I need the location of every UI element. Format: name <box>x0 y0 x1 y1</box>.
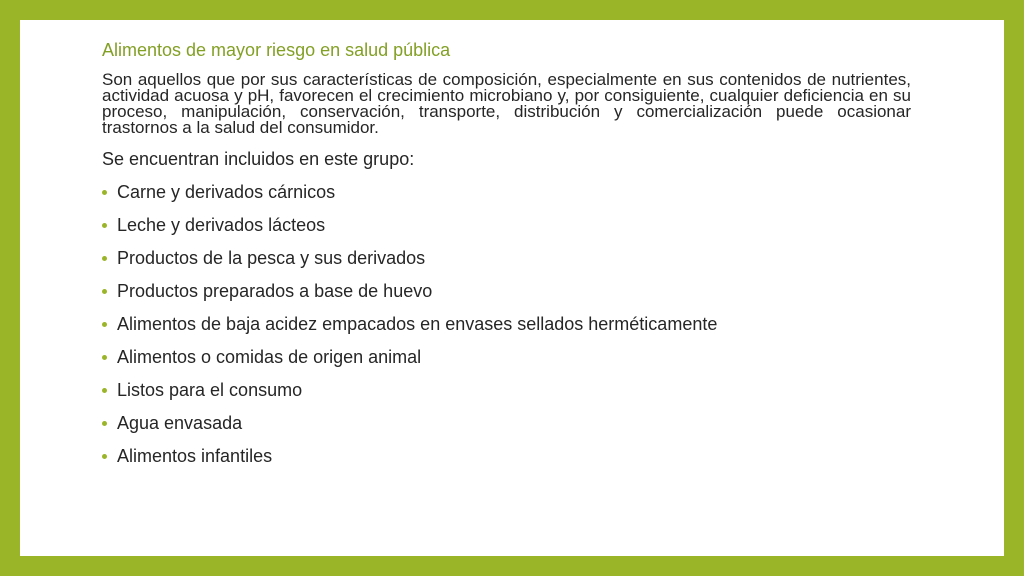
slide-canvas <box>20 20 1004 556</box>
bullet-icon <box>102 421 107 426</box>
list-item-label: Alimentos infantiles <box>117 446 273 466</box>
list-item-label: Listos para el consumo <box>117 380 303 400</box>
list-item <box>102 445 911 467</box>
bullet-icon <box>102 322 107 327</box>
list-item-label: Agua envasada <box>117 413 243 433</box>
list-item <box>102 346 911 368</box>
slide-title: Alimentos de mayor riesgo en salud pública <box>102 40 451 60</box>
list-item <box>102 280 911 302</box>
list-item-label: Alimentos de baja acidez empacados en envases sellados herméticamente <box>117 314 718 334</box>
list-item-label: Productos de la pesca y sus derivados <box>117 248 426 268</box>
bullet-icon <box>102 388 107 393</box>
list-item <box>102 313 911 335</box>
slide-content <box>102 38 911 478</box>
definition-paragraph: Son aquellos que por sus características de composición, especialmente en sus contenidos de nutrientes, actividad acuosa y pH, favorecen el crecimiento microbiano y, por consiguiente, cualquier deficiencia en su proceso, manipulación, conservación, transporte, distribución y comercialización puede ocasionar trastornos a la salud del consumidor. <box>102 70 911 137</box>
bullet-icon <box>102 454 107 459</box>
list-item <box>102 379 911 401</box>
list-item-label: Carne y derivados cárnicos <box>117 182 336 202</box>
list-item-label: Productos preparados a base de huevo <box>117 281 433 301</box>
bullet-icon <box>102 355 107 360</box>
list-item <box>102 181 911 203</box>
list-item-label: Alimentos o comidas de origen animal <box>117 347 422 367</box>
list-item <box>102 214 911 236</box>
list-item <box>102 247 911 269</box>
bullet-icon <box>102 289 107 294</box>
bullet-icon <box>102 190 107 195</box>
list-intro: Se encuentran incluidos en este grupo: <box>102 149 415 169</box>
bullet-icon <box>102 223 107 228</box>
food-list <box>102 181 911 467</box>
list-item <box>102 412 911 434</box>
bullet-icon <box>102 256 107 261</box>
list-item-label: Leche y derivados lácteos <box>117 215 326 235</box>
